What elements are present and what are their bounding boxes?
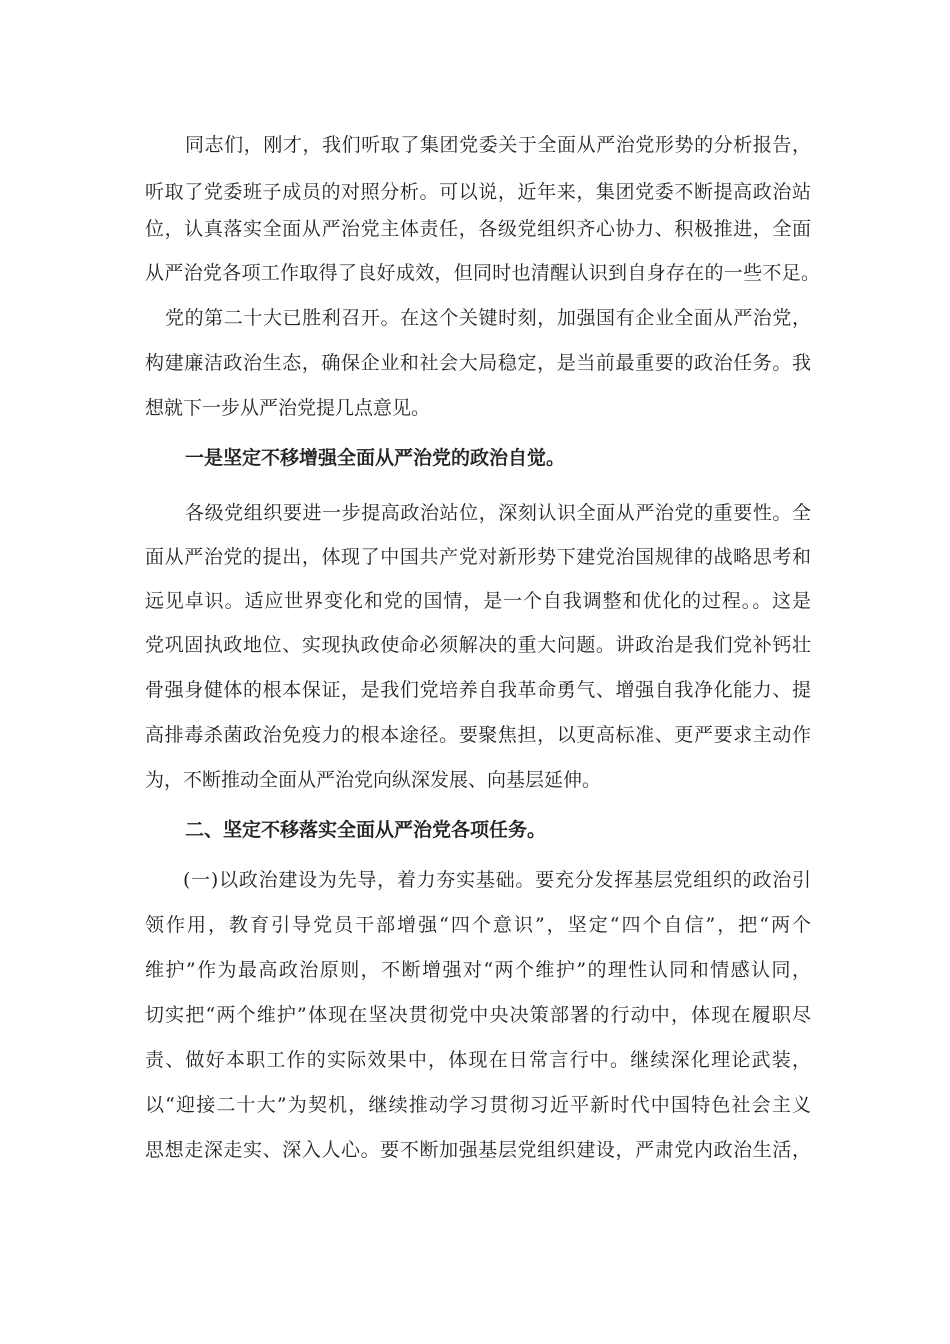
- text-line: 党的第二十大已胜利召开。在这个关键时刻，加强国有企业全面从严治党，: [165, 307, 811, 329]
- text-line: 位，认真落实全面从严治党主体责任，各级党组织齐心协力、积极推进，全面: [145, 218, 811, 240]
- text-line: 各级党组织要进一步提高政治站位，深刻认识全面从严治党的重要性。全: [185, 502, 811, 524]
- text-line: 思想走深走实、深入人心。要不断加强基层党组织建设，严肃党内政治生活，: [145, 1139, 811, 1161]
- text-line: 想就下一步从严治党提几点意见。: [145, 397, 431, 419]
- section-heading-2: 二、坚定不移落实全面从严治党各项任务。: [185, 819, 547, 841]
- text-line: 构建廉洁政治生态，确保企业和社会大局稳定，是当前最重要的政治任务。我: [145, 352, 811, 374]
- text-line: 以“迎接二十大”为契机，继续推动学习贯彻习近平新时代中国特色社会主义: [145, 1094, 811, 1116]
- text-line: 领作用，教育引导党员干部增强“四个意识”，坚定“四个自信”，把“两个: [145, 914, 811, 936]
- section-heading-1: 一是坚定不移增强全面从严治党的政治自觉。: [185, 447, 566, 469]
- text-line: (一)以政治建设为先导，着力夯实基础。要充分发挥基层党组织的政治引: [183, 869, 811, 891]
- text-line: 听取了党委班子成员的对照分析。可以说，近年来，集团党委不断提高政治站: [145, 181, 811, 203]
- text-line: 维护”作为最高政治原则，不断增强对“两个维护”的理性认同和情感认同，: [145, 959, 811, 981]
- text-line: 责、做好本职工作的实际效果中，体现在日常言行中。继续深化理论武装，: [145, 1049, 811, 1071]
- text-line: 同志们，刚才，我们听取了集团党委关于全面从严治党形势的分析报告，: [185, 134, 811, 156]
- text-line: 为，不断推动全面从严治党向纵深发展、向基层延伸。: [145, 769, 602, 791]
- text-line: 党巩固执政地位、实现执政使命必须解决的重大问题。讲政治是我们党补钙壮: [145, 634, 811, 656]
- text-line: 骨强身健体的根本保证，是我们党培养自我革命勇气、增强自我净化能力、提: [145, 679, 811, 701]
- text-line: 切实把“两个维护”体现在坚决贯彻党中央决策部署的行动中，体现在履职尽: [145, 1004, 811, 1026]
- text-line: 远见卓识。适应世界变化和党的国情，是一个自我调整和优化的过程。。这是: [145, 590, 811, 612]
- text-line: 高排毒杀菌政治免疫力的根本途径。要聚焦担，以更高标准、更严要求主动作: [145, 724, 811, 746]
- text-line: 从严治党各项工作取得了良好成效，但同时也清醒认识到自身存在的一些不足。: [145, 262, 820, 284]
- text-line: 面从严治党的提出，体现了中国共产党对新形势下建党治国规律的战略思考和: [145, 546, 811, 568]
